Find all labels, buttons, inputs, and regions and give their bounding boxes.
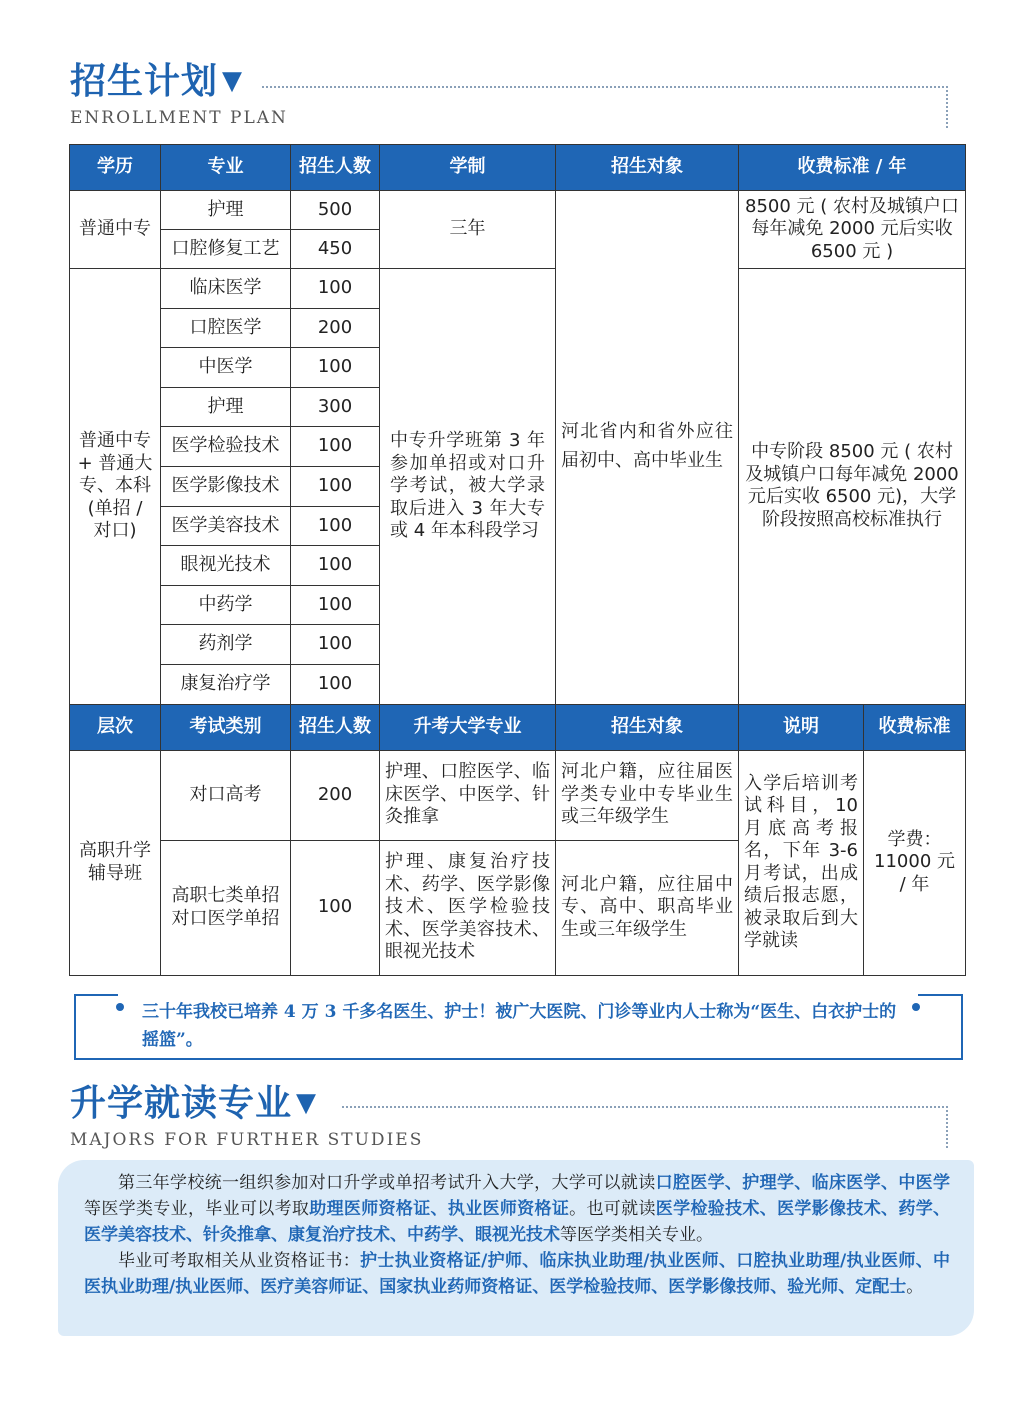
major-cell: 口腔修复工艺 bbox=[161, 230, 291, 269]
major-cell: 护理 bbox=[161, 191, 291, 230]
certificates-paragraph bbox=[84, 1248, 950, 1300]
header-cell: 学制 bbox=[380, 145, 556, 191]
text: 。也可就读 bbox=[569, 1199, 656, 1219]
count-cell: 100 bbox=[291, 348, 380, 388]
level-cell: 普通中专 bbox=[70, 191, 161, 269]
majors-description bbox=[84, 1170, 950, 1300]
section-header-enrollment bbox=[70, 61, 288, 128]
header-cell: 专业 bbox=[161, 145, 291, 191]
major-cell: 口腔医学 bbox=[161, 308, 291, 348]
text: 毕业可考取相关从业资格证书： bbox=[118, 1251, 361, 1271]
text: 。 bbox=[906, 1277, 924, 1297]
dot-icon bbox=[912, 1003, 920, 1011]
duration-cell: 三年 bbox=[380, 191, 556, 269]
major-cell: 护理 bbox=[161, 387, 291, 427]
section-subtitle: ENROLLMENT PLAN bbox=[70, 108, 288, 128]
highlight-text: 医学检验技术、医学影像技术、药学、医学美容技术、针灸推拿、康复治疗技术、中药学、眼视光技术 bbox=[84, 1199, 951, 1245]
count-cell: 100 bbox=[291, 427, 380, 467]
section-title bbox=[70, 1083, 423, 1124]
section-title bbox=[70, 61, 288, 102]
count-cell: 500 bbox=[291, 191, 380, 230]
header-cell: 升考大学专业 bbox=[380, 704, 556, 750]
major-cell: 康复治疗学 bbox=[161, 664, 291, 704]
section-title-text: 招生计划 bbox=[70, 61, 219, 102]
text: 等医学类专业，毕业可以考取 bbox=[84, 1199, 310, 1219]
count-cell: 100 bbox=[291, 506, 380, 546]
majors-paragraph bbox=[84, 1170, 950, 1248]
section-subtitle: MAJORS FOR FURTHER STUDIES bbox=[70, 1130, 424, 1150]
dot-icon bbox=[116, 1003, 124, 1011]
major-cell: 中药学 bbox=[161, 585, 291, 625]
text: 第三年学校统一组织参加对口升学或单招考试升入大学，大学可以就读 bbox=[118, 1173, 656, 1193]
target-cell: 河北省内和省外应往届初中、高中毕业生 bbox=[556, 191, 739, 705]
triangle-down-icon: ▼ bbox=[222, 66, 244, 96]
major-cell: 药剂学 bbox=[161, 625, 291, 665]
major-cell: 中医学 bbox=[161, 348, 291, 388]
note-cell: 入学后培训考试科目，10 月底高考报名，下年 3-6 月考试，出成绩后报志愿，被录取后到大学就读 bbox=[739, 750, 864, 975]
header-cell: 说明 bbox=[739, 704, 864, 750]
table-row bbox=[70, 191, 966, 230]
header-cell: 收费标准 bbox=[864, 704, 966, 750]
divider-dotted-vertical bbox=[946, 86, 948, 128]
highlight-text: 护士执业资格证/护师、临床执业助理/执业医师、口腔执业助理/执业医师、中医执业助理/执业医师、医疗美容师证、国家执业药师资格证、医学检验技师、医学影像技师、验光师、定配士 bbox=[84, 1251, 950, 1297]
banner-border bbox=[74, 994, 118, 996]
header-cell: 招生对象 bbox=[556, 145, 739, 191]
header-cell: 招生人数 bbox=[291, 145, 380, 191]
count-cell: 100 bbox=[291, 585, 380, 625]
header-cell: 考试类别 bbox=[161, 704, 291, 750]
divider-dotted-vertical bbox=[946, 1106, 948, 1148]
table-row bbox=[70, 269, 966, 309]
highlight-text: 口腔医学、护理学、临床医学、中医学 bbox=[655, 1173, 951, 1193]
highlight-text: 助理医师资格证、执业医师资格证 bbox=[309, 1199, 570, 1219]
section-title-text: 升学就读专业 bbox=[70, 1083, 293, 1124]
fee-cell: 学费：11000 元 / 年 bbox=[864, 750, 966, 975]
header-cell: 层次 bbox=[70, 704, 161, 750]
count-cell: 100 bbox=[291, 466, 380, 506]
banner-text: 三十年我校已培养 4 万 3 千多名医生、护士！被广大医院、门诊等业内人士称为“医生、白衣护士的摇篮”。 bbox=[142, 1002, 897, 1050]
count-cell: 450 bbox=[291, 230, 380, 269]
count-cell: 200 bbox=[291, 750, 380, 840]
header-cell: 招生人数 bbox=[291, 704, 380, 750]
triangle-down-icon: ▼ bbox=[296, 1088, 318, 1118]
major-cell: 医学美容技术 bbox=[161, 506, 291, 546]
header-cell: 学历 bbox=[70, 145, 161, 191]
target-cell: 河北户籍，应往届中专、高中、职高毕业生或三年级学生 bbox=[556, 840, 739, 975]
header-cell: 收费标准 / 年 bbox=[739, 145, 966, 191]
divider-dotted bbox=[262, 86, 948, 88]
level-cell: 高职升学辅导班 bbox=[70, 750, 161, 975]
text: 等医学类相关专业。 bbox=[560, 1225, 713, 1245]
table-header-row bbox=[70, 145, 966, 191]
fee-cell: 8500 元 ( 农村及城镇户口每年减免 2000 元后实收 6500 元 ) bbox=[739, 191, 966, 269]
table-row bbox=[70, 750, 966, 840]
section-header-majors bbox=[70, 1083, 424, 1150]
major-cell: 医学影像技术 bbox=[161, 466, 291, 506]
major-cell: 医学检验技术 bbox=[161, 427, 291, 467]
table-header-row bbox=[70, 704, 966, 750]
count-cell: 100 bbox=[291, 625, 380, 665]
target-cell: 河北户籍，应往届医学类专业中专毕业生或三年级学生 bbox=[556, 750, 739, 840]
enrollment-table bbox=[69, 144, 966, 976]
header-cell: 招生对象 bbox=[556, 704, 739, 750]
exam-cell: 高职七类单招对口医学单招 bbox=[161, 840, 291, 975]
majors-cell: 护理、康复治疗技术、药学、医学影像技术、医学检验技术、医学美容技术、眼视光技术 bbox=[380, 840, 556, 975]
banner-border bbox=[918, 994, 963, 996]
level-cell: 普通中专 + 普通大专、本科 (单招 / 对口) bbox=[70, 269, 161, 705]
divider-dotted bbox=[342, 1106, 948, 1108]
count-cell: 300 bbox=[291, 387, 380, 427]
count-cell: 100 bbox=[291, 664, 380, 704]
duration-cell: 中专升学班第 3 年参加单招或对口升学考试，被大学录取后进入 3 年大专或 4 年本科段学习 bbox=[380, 269, 556, 705]
major-cell: 眼视光技术 bbox=[161, 546, 291, 586]
major-cell: 临床医学 bbox=[161, 269, 291, 309]
fee-cell: 中专阶段 8500 元 ( 农村及城镇户口每年减免 2000元后实收 6500 元)，大学阶段按照高校标准执行 bbox=[739, 269, 966, 705]
count-cell: 100 bbox=[291, 546, 380, 586]
exam-cell: 对口高考 bbox=[161, 750, 291, 840]
count-cell: 200 bbox=[291, 308, 380, 348]
count-cell: 100 bbox=[291, 840, 380, 975]
count-cell: 100 bbox=[291, 269, 380, 309]
majors-cell: 护理、口腔医学、临床医学、中医学、针灸推拿 bbox=[380, 750, 556, 840]
